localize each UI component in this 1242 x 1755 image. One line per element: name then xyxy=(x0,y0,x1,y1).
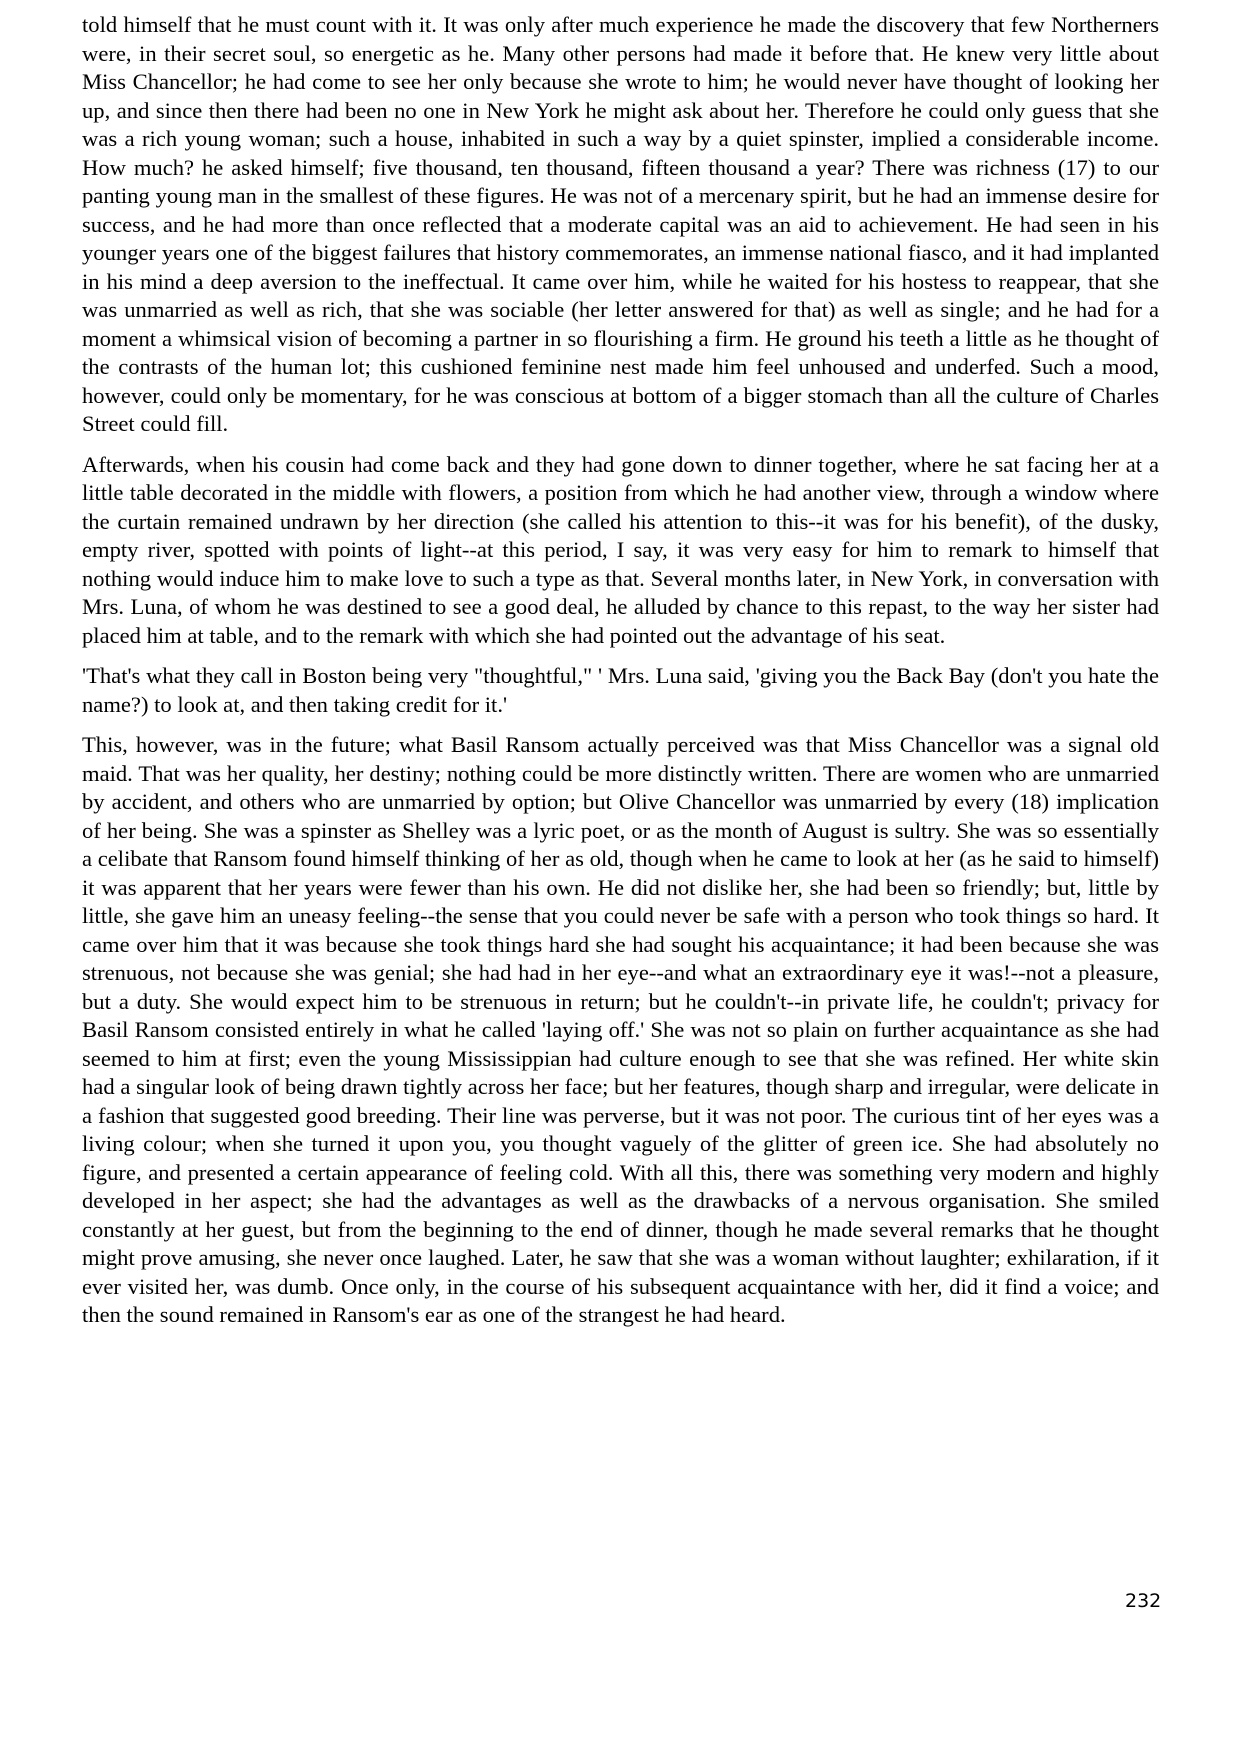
text-body xyxy=(82,11,1159,1342)
document-page xyxy=(82,0,1162,1755)
page-number: 232 xyxy=(1125,1590,1162,1612)
paragraph-2: Afterwards, when his cousin had come back and they had gone down to dinner together, where he sat facing her at a little table decorated in the middle with flowers, a position from which he had another view, through a window where the curtain remained undrawn by her direction (she called his attention to this--it was for his benefit), of the dusky, empty river, spotted with points of light--at this period, I say, it was very easy for him to remark to himself that nothing would induce him to make love to such a type as that. Several months later, in New York, in conversation with Mrs. Luna, of whom he was destined to see a good deal, he alluded by chance to this repast, to the way her sister had placed him at table, and to the remark with which she had pointed out the advantage of his seat. xyxy=(82,451,1159,648)
paragraph-3: 'That's what they call in Boston being very "thoughtful," ' Mrs. Luna said, 'giving you the Back Bay (don't you hate the name?) to look at, and then taking credit for it.' xyxy=(82,663,1159,717)
paragraph-4: This, however, was in the future; what Basil Ransom actually perceived was that Miss Chancellor was a signal old maid. That was her quality, her destiny; nothing could be more distinctly written. There are women who are unmarried by accident, and others who are unmarried by option; but Olive Chancellor was unmarried by every (18) implication of her being. She was a spinster as Shelley was a lyric poet, or as the month of August is sultry. She was so essentially a celibate that Ransom found himself thinking of her as old, though when he came to look at her (as he said to himself) it was apparent that her years were fewer than his own. He did not dislike her, she had been so friendly; but, little by little, she gave him an uneasy feeling--the sense that you could never be safe with a person who took things so hard. It came over him that it was because she took things hard she had sought his acquaintance; it had been because she was strenuous, not because she was genial; she had had in her eye--and what an extraordinary eye it was!--not a pleasure, but a duty. She would expect him to be strenuous in return; but he couldn't--in private life, he couldn't; privacy for Basil Ransom consisted entirely in what he called 'laying off.' She was not so plain on further acquaintance as she had seemed to him at first; even the young Mississippian had culture enough to see that she was refined. Her white skin had a singular look of being drawn tightly across her face; but her features, though sharp and irregular, were delicate in a fashion that suggested good breeding. Their line was perverse, but it was not poor. The curious tint of her eyes was a living colour; when she turned it upon you, you thought vaguely of the glitter of green ice. She had absolutely no figure, and presented a certain appearance of feeling cold. With all this, there was something very modern and highly developed in her aspect; she had the advantages as well as the drawbacks of a nervous organisation. She smiled constantly at her guest, but from the beginning to the end of dinner, though he made several remarks that he thought might prove amusing, she never once laughed. Later, he saw that she was a woman without laughter; exhilaration, if it ever visited her, was dumb. Once only, in the course of his subsequent acquaintance with her, did it find a voice; and then the sound remained in Ransom's ear as one of the strangest he had heard. xyxy=(82,732,1159,1327)
paragraph-1: told himself that he must count with it. It was only after much experience he made the discovery that few Northerners were, in their secret soul, so energetic as he. Many other persons had made it before that. He knew very little about Miss Chancellor; he had come to see her only because she wrote to him; he would never have thought of looking her up, and since then there had been no one in New York he might ask about her. Therefore he could only guess that she was a rich young woman; such a house, inhabited in such a way by a quiet spinster, implied a considerable income. How much? he asked himself; five thousand, ten thousand, fifteen thousand a year? There was richness (17) to our panting young man in the smallest of these figures. He was not of a mercenary spirit, but he had an immense desire for success, and he had more than once reflected that a moderate capital was an aid to achievement. He had seen in his younger years one of the biggest failures that history commemorates, an immense national fiasco, and it had implanted in his mind a deep aversion to the ineffectual. It came over him, while he waited for his hostess to reappear, that she was unmarried as well as rich, that she was sociable (her letter answered for that) as well as single; and he had for a moment a whimsical vision of becoming a partner in so flourishing a firm. He ground his teeth a little as he thought of the contrasts of the human lot; this cushioned feminine nest made him feel unhoused and underfed. Such a mood, however, could only be momentary, for he was conscious at bottom of a bigger stomach than all the culture of Charles Street could fill. xyxy=(82,12,1159,436)
